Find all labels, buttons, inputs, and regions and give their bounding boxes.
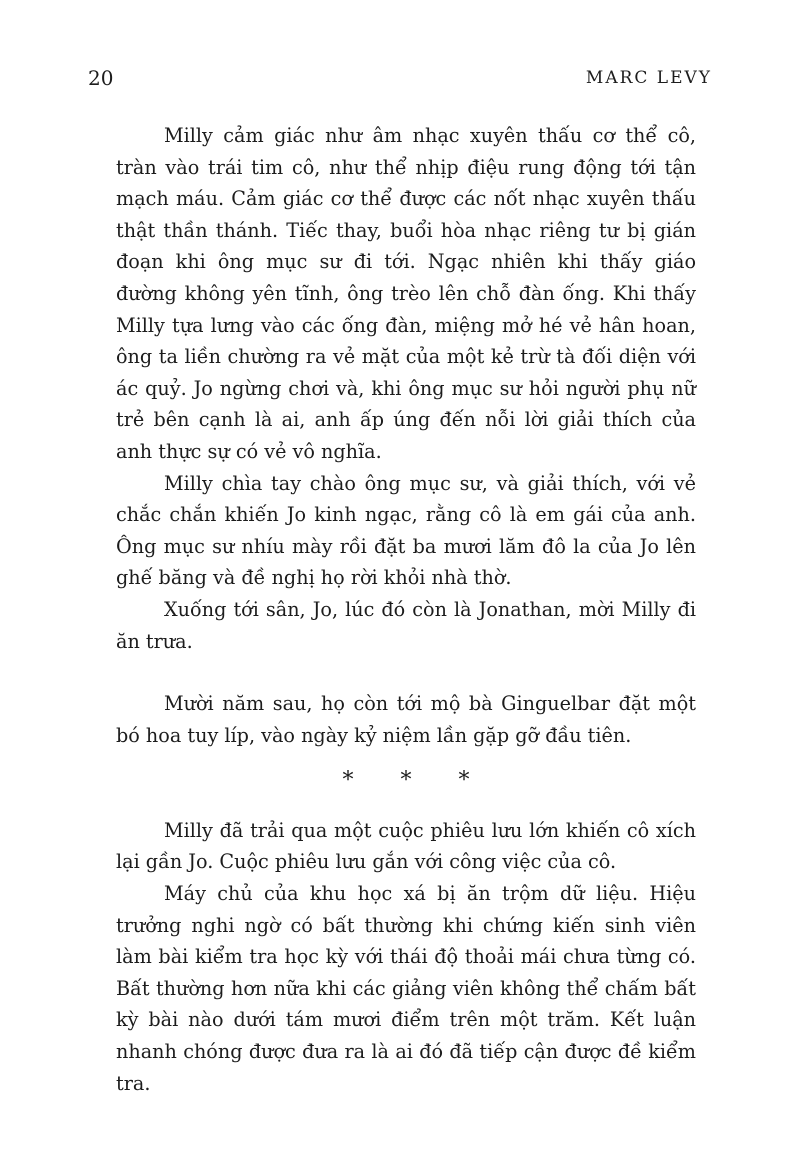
body-text [116,120,696,1099]
running-head-author: MARC LEVY [585,68,712,88]
paragraph: Xuống tới sân, Jo, lúc đó còn là Jonathan, mời Milly đi ăn trưa. [116,597,696,653]
paragraph: Mười năm sau, họ còn tới mộ bà Ginguelbar đặt một bó hoa tuy líp, vào ngày kỷ niệm lần gặp gỡ đầu tiên. [116,692,696,747]
paragraph: Milly đã trải qua một cuộc phiêu lưu lớn khiến cô xích lại gần Jo. Cuộc phiêu lưu gắn với công việc của cô. [116,818,696,874]
paragraph: Milly chìa tay chào ông mục sư, và giải thích, với vẻ chắc chắn khiến Jo kinh ngạc, rằng cô là em gái của anh. Ông mục sư nhíu mày rồi đặt ba mươi lăm đô la của Jo lên ghế băng và đề nghị họ rời khỏi nhà thờ. [116,471,696,590]
paragraph: Milly cảm giác như âm nhạc xuyên thấu cơ thể cô, tràn vào trái tim cô, như thể nhịp điệu rung động tới tận mạch máu. Cảm giác cơ thể được các nốt nhạc xuyên thấu thật thần thánh. Tiếc thay, buổi hòa nhạc riêng tư bị gián đoạn khi ông mục sư đi tới. Ngạc nhiên khi thấy giáo đường không yên tĩnh, ông trèo lên chỗ đàn ống. Khi thấy Milly tựa lưng vào các ống đàn, miệng mở hé vẻ hân hoan, ông ta liền chường ra vẻ mặt của một kẻ trừ tà đối diện với ác quỷ. Jo ngừng chơi và, khi ông mục sư hỏi người phụ nữ trẻ bên cạnh là ai, anh ấp úng đến nỗi lời giải thích của anh thực sự có vẻ vô nghĩa. [116,124,696,463]
running-head [88,66,712,96]
section-gap [116,657,696,688]
page-number: 20 [88,66,114,90]
section-separator: * * * [342,768,490,794]
paragraph: Máy chủ của khu học xá bị ăn trộm dữ liệu. Hiệu trưởng nghi ngờ có bất thường khi chứng kiến sinh viên làm bài kiểm tra học kỳ với thái độ thoải mái chưa từng có. Bất thường hơn nữa khi các giảng viên không thể chấm bất kỳ bài nào dưới tám mươi điểm trên một trăm. Kết luận nhanh chóng được đưa ra là ai đó đã tiếp cận được đề kiểm tra. [116,882,696,1095]
